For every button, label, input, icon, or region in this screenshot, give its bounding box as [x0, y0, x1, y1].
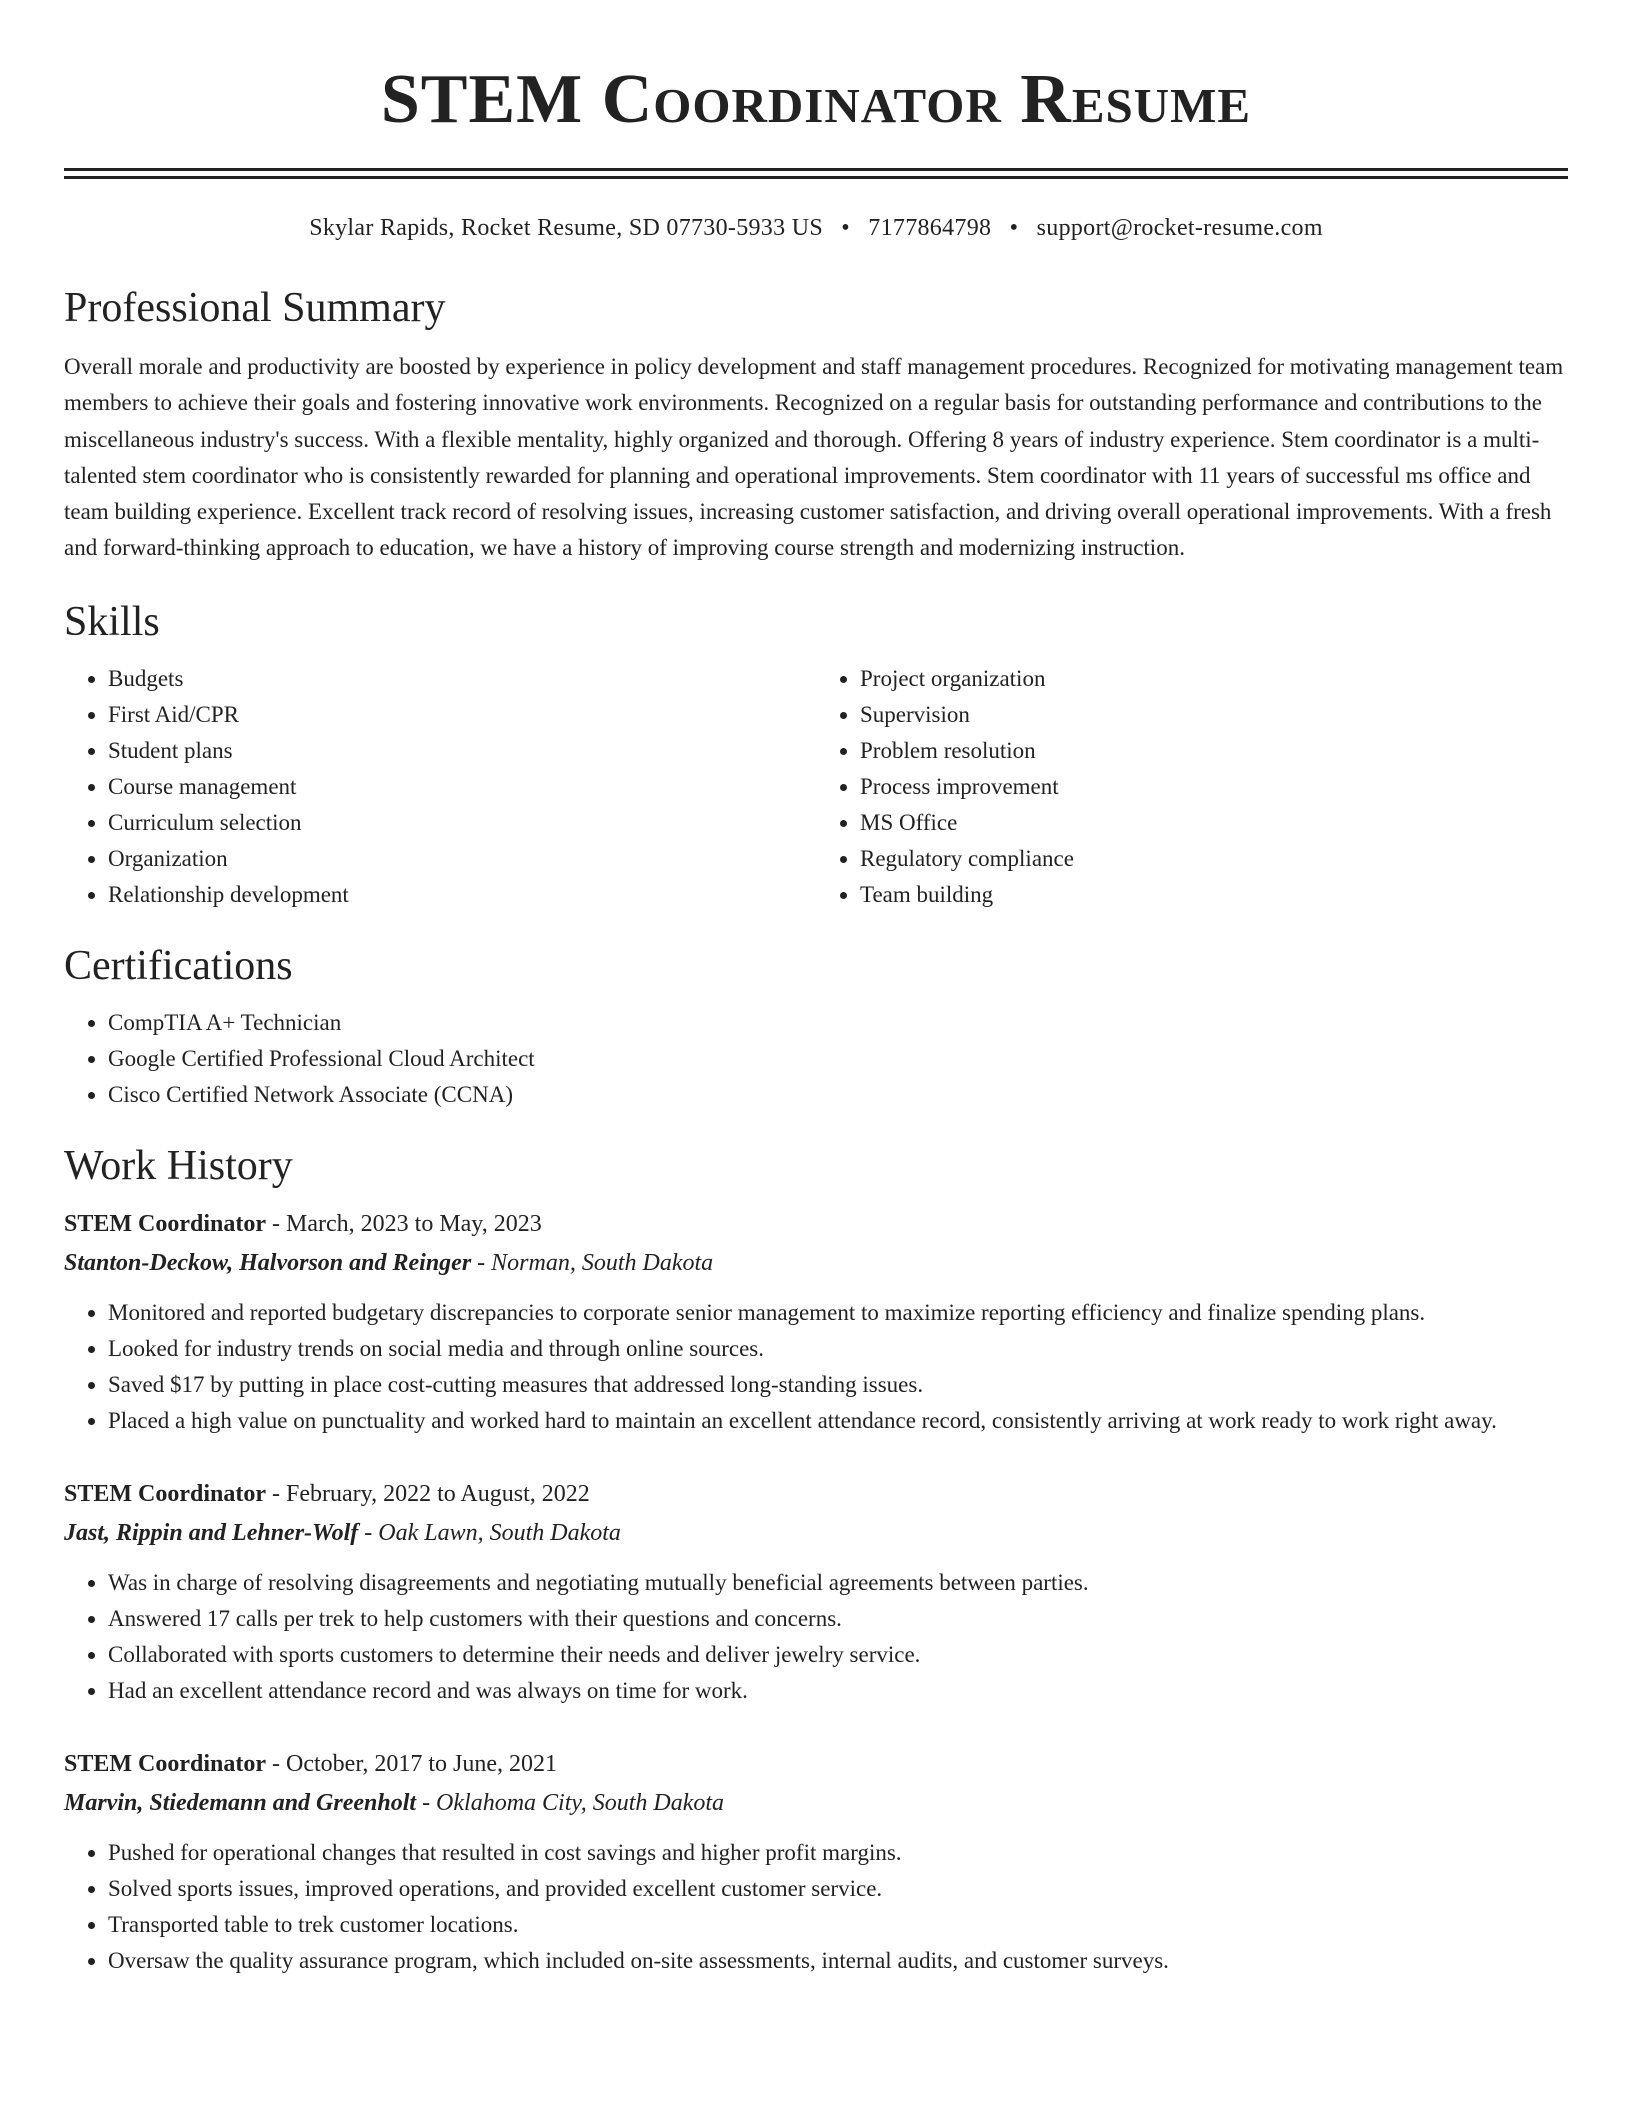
summary-heading: Professional Summary	[64, 285, 446, 331]
contact-phone: 7177864798	[868, 215, 992, 241]
certification-item: • Google Certified Professional Cloud Architect	[108, 1041, 1568, 1077]
job-title-line	[64, 1475, 1568, 1513]
resume-page	[64, 0, 1568, 1979]
certifications-list	[64, 1005, 1568, 1113]
title-divider-top	[64, 168, 1568, 171]
job-company: Marvin, Stiedemann and Greenholt	[64, 1789, 417, 1816]
summary-section	[64, 283, 1568, 567]
job-bullet: • Oversaw the quality assurance program, which included on-site assessments, internal audits, and customer surveys.	[108, 1943, 1568, 1979]
job-bullet: • Had an excellent attendance record and was always on time for work.	[108, 1673, 1568, 1709]
skill-item: • Regulatory compliance	[860, 841, 1568, 877]
skill-item: • Process improvement	[860, 769, 1568, 805]
certifications-heading: Certifications	[64, 942, 293, 989]
contact-line	[64, 213, 1568, 243]
job-location: - Oak Lawn, South Dakota	[358, 1519, 621, 1546]
job-bullet: • Transported table to trek customer locations.	[108, 1907, 1568, 1943]
work-history-section	[64, 1141, 1568, 1979]
job-title-line	[64, 1205, 1568, 1243]
skill-item: • Supervision	[860, 697, 1568, 733]
skill-item: • Team building	[860, 877, 1568, 913]
skill-item: • First Aid/CPR	[108, 697, 816, 733]
skill-item: • MS Office	[860, 805, 1568, 841]
skill-item: • Project organization	[860, 661, 1568, 697]
certifications-section	[64, 941, 1568, 1113]
job-bullet: • Was in charge of resolving disagreements and negotiating mutually beneficial agreements between parties.	[108, 1565, 1568, 1601]
job-bullets	[64, 1835, 1568, 1979]
job-role: STEM Coordinator	[64, 1480, 267, 1507]
contact-address: Skylar Rapids, Rocket Resume, SD 07730-5933 US	[309, 215, 823, 241]
job-dates: - February, 2022 to August, 2022	[266, 1480, 590, 1507]
skill-item: • Curriculum selection	[108, 805, 816, 841]
job-bullet: • Monitored and reported budgetary discrepancies to corporate senior management to maximize reporting efficiency and finalize spending plans.	[108, 1295, 1568, 1331]
job-company-line	[64, 1783, 1568, 1823]
job-bullet: • Placed a high value on punctuality and worked hard to maintain an excellent attendance record, consistently arriving at work ready to work right away.	[108, 1403, 1568, 1439]
job-company-line	[64, 1513, 1568, 1553]
work-history-heading: Work History	[64, 1142, 293, 1189]
job-dates: - March, 2023 to May, 2023	[266, 1210, 542, 1237]
title-divider-bottom	[64, 176, 1568, 179]
job-company: Jast, Rippin and Lehner-Wolf	[64, 1519, 359, 1546]
skill-item: • Relationship development	[108, 877, 816, 913]
skills-columns	[64, 661, 1568, 913]
contact-separator: •	[841, 215, 850, 241]
job-title-line	[64, 1745, 1568, 1783]
contact-email: support@rocket-resume.com	[1036, 215, 1323, 241]
job-bullets	[64, 1565, 1568, 1709]
job-entry	[64, 1205, 1568, 1439]
skill-item: • Problem resolution	[860, 733, 1568, 769]
job-company-line	[64, 1243, 1568, 1283]
skill-item: • Organization	[108, 841, 816, 877]
job-bullet: • Answered 17 calls per trek to help customers with their questions and concerns.	[108, 1601, 1568, 1637]
job-role: STEM Coordinator	[64, 1750, 267, 1777]
job-bullet: • Solved sports issues, improved operations, and provided excellent customer service.	[108, 1871, 1568, 1907]
job-entry	[64, 1475, 1568, 1709]
job-location: - Oklahoma City, South Dakota	[416, 1789, 725, 1816]
summary-text: Overall morale and productivity are boosted by experience in policy development and staff management procedures. Recognized for motivating management team members to achieve their goals and fostering innovative work environments. Recognized on a regular basis for outstanding performance and contributions to the miscellaneous industry's success. With a flexible mentality, highly organized and thorough. Offering 8 years of industry experience. Stem coordinator is a multi-talented stem coordinator who is consistently rewarded for planning and operational improvements. Stem coordinator with 11 years of successful ms office and team building experience. Excellent track record of resolving issues, increasing customer satisfaction, and driving overall operational improvements. With a fresh and forward-thinking approach to education, we have a history of improving course strength and modernizing instruction.	[64, 354, 1564, 561]
job-bullets	[64, 1295, 1568, 1439]
job-bullet: • Collaborated with sports customers to determine their needs and deliver jewelry service.	[108, 1637, 1568, 1673]
resume-title: STEM Coordinator Resume	[380, 61, 1252, 138]
certification-item: • Cisco Certified Network Associate (CCNA)	[108, 1077, 1568, 1113]
job-role: STEM Coordinator	[64, 1210, 267, 1237]
job-bullet: • Saved $17 by putting in place cost-cutting measures that addressed long-standing issues.	[108, 1367, 1568, 1403]
certification-item: • CompTIA A+ Technician	[108, 1005, 1568, 1041]
job-bullet: • Pushed for operational changes that resulted in cost savings and higher profit margins.	[108, 1835, 1568, 1871]
job-dates: - October, 2017 to June, 2021	[266, 1750, 558, 1777]
skill-item: • Budgets	[108, 661, 816, 697]
skills-section	[64, 597, 1568, 913]
skill-item: • Course management	[108, 769, 816, 805]
job-location: - Norman, South Dakota	[471, 1249, 714, 1276]
contact-separator: •	[1009, 215, 1019, 241]
job-bullet: • Looked for industry trends on social media and through online sources.	[108, 1331, 1568, 1367]
job-entry	[64, 1745, 1568, 1979]
skill-item: • Student plans	[108, 733, 816, 769]
skills-list-left	[64, 661, 816, 913]
skills-list-right	[816, 661, 1568, 913]
job-company: Stanton-Deckow, Halvorson and Reinger	[64, 1249, 472, 1276]
skills-heading: Skills	[64, 598, 160, 645]
